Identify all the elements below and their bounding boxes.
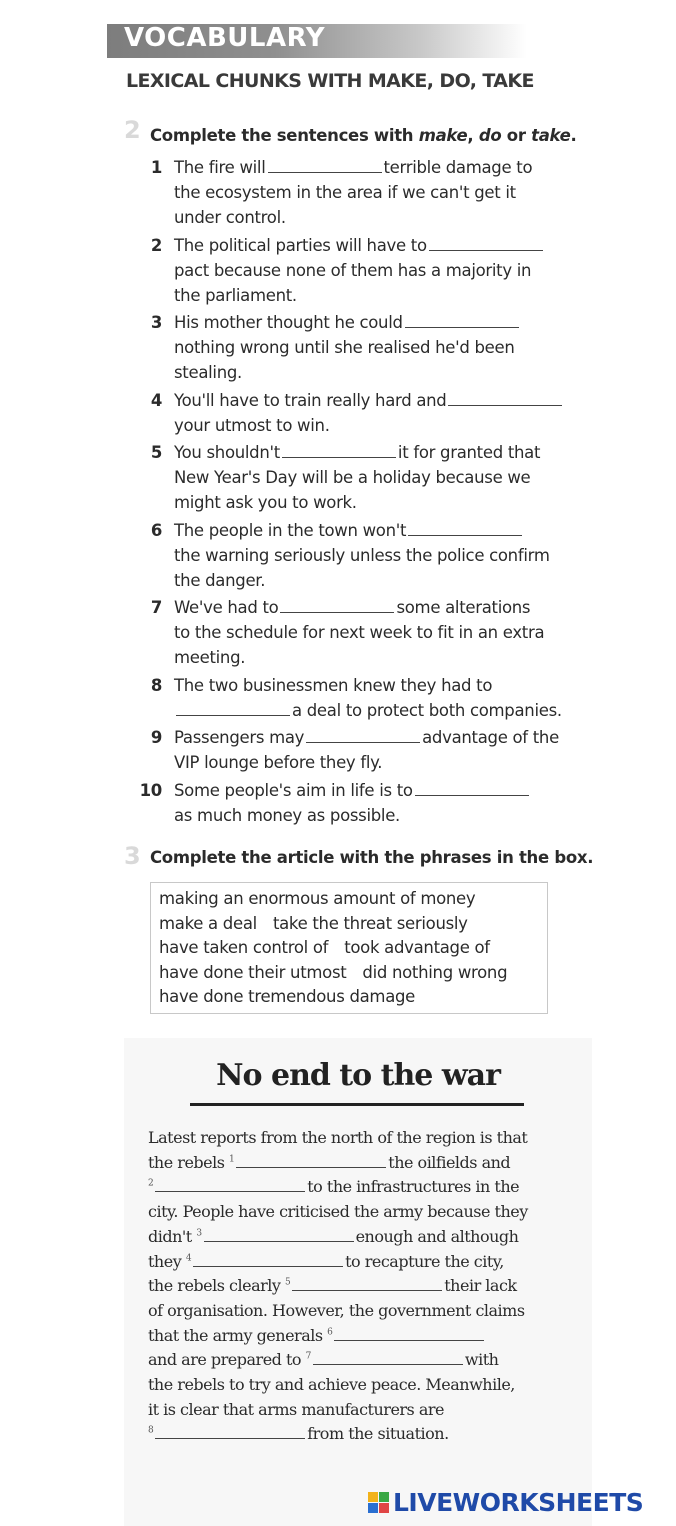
answer-blank[interactable] [408,524,522,536]
article-answer-blank[interactable] [334,1329,484,1341]
article-text: and are prepared to [148,1350,306,1370]
item-line [174,595,588,620]
phrase: take the threat seriously [272,913,468,933]
icon-square [368,1503,378,1513]
item-text: might ask you to work. [174,493,357,512]
phrase: making an enormous amount of money [159,889,476,908]
phrase: have done their utmost [159,962,347,982]
item-number: 4 [150,390,162,410]
article-text: Latest reports from the north of the region is that [148,1128,528,1147]
phrase-line [159,936,547,961]
item-text: some alterations [396,598,531,617]
item-line [174,490,588,515]
item-line [174,725,588,750]
article-line [148,1348,568,1373]
liveworksheets-logo [368,1484,643,1520]
item-text: a deal to protect both companies. [292,700,562,720]
phrase: make a deal [159,913,257,933]
exercise-item [138,388,588,438]
section-subtitle: LEXICAL CHUNKS WITH MAKE, DO, TAKE [126,70,534,92]
article-line [148,1422,568,1447]
item-number: 8 [150,675,162,695]
item-text: pact because none of them has a majority in [174,260,532,280]
item-text: Some people's aim in life is to [174,780,413,800]
exercise-number-3: 3 [124,842,141,870]
article-line [148,1126,568,1151]
item-text: advantage of the [422,728,559,747]
answer-blank[interactable] [280,601,394,613]
article-line [148,1299,568,1324]
phrase-line [159,912,547,937]
brand-text: LIVEWORKSHEETS [393,1487,644,1517]
item-line [174,645,588,670]
item-line [174,803,588,828]
phrase-line [159,961,547,986]
item-line [174,698,588,723]
article-answer-blank[interactable] [313,1353,463,1365]
article-line [148,1200,568,1225]
item-line [174,440,588,465]
answer-blank[interactable] [429,239,543,251]
gap-number: 4 [185,1253,192,1264]
exercise-number-2: 2 [124,116,141,144]
article-line [148,1398,568,1423]
section-title: VOCABULARY [124,23,326,53]
item-text: New Year's Day will be a holiday because we [174,468,531,487]
gap-number: 1 [229,1154,235,1165]
item-line [174,465,588,490]
article-body [148,1126,568,1447]
item-number: 5 [150,443,162,462]
article-text: they [148,1251,186,1271]
answer-blank[interactable] [415,784,529,796]
article-text: that the army generals [148,1325,328,1345]
icon-square [379,1503,389,1513]
item-text: the warning seriously unless the police confirm [174,545,550,565]
gap-number: 2 [148,1179,154,1190]
item-line [174,568,588,593]
item-text: it for granted that [397,443,541,462]
article-answer-blank[interactable] [236,1156,386,1168]
article-text: of organisation. However, the government claims [148,1300,525,1320]
answer-blank[interactable] [405,316,519,328]
gap-number: 3 [196,1228,202,1239]
item-number: 1 [150,158,162,177]
item-line [174,155,588,180]
article-text: to the infrastructures in the [307,1177,520,1197]
item-text: You'll have to train really hard and [174,390,447,410]
article-title: No end to the war [216,1058,500,1093]
gap-number: 8 [148,1426,154,1437]
phrase-line [159,887,547,912]
item-number: 2 [150,235,162,255]
item-line [174,518,588,543]
item-text: The two businessmen knew they had to [174,675,493,695]
icon-square [379,1492,389,1502]
answer-blank[interactable] [268,161,382,173]
article-line [148,1324,568,1349]
item-text: the ecosystem in the area if we can't get it [174,183,516,202]
exercise-item [138,725,588,775]
article-text: it is clear that arms manufacturers are [148,1399,445,1419]
answer-blank[interactable] [448,394,562,406]
article-text: city. People have criticised the army because they [148,1202,528,1222]
article-answer-blank[interactable] [155,1180,305,1192]
item-line [174,750,588,775]
article-text: enough and although [355,1226,519,1246]
item-text: nothing wrong until she realised he'd been [174,338,515,357]
article-text: to recapture the city, [345,1251,504,1271]
item-line [174,778,588,803]
exercise-item [138,310,588,385]
item-line [174,205,588,230]
article-answer-blank[interactable] [292,1279,442,1291]
item-line [174,388,588,413]
item-text: The people in the town won't [174,520,407,540]
item-number: 6 [150,520,162,540]
item-line [174,258,588,283]
gap-number: 5 [285,1277,291,1288]
item-text: His mother thought he could [174,313,403,332]
item-text: You shouldn't [174,443,280,462]
article-answer-blank[interactable] [193,1255,343,1267]
article-title-rule [190,1103,524,1106]
phrase: have taken control of [159,938,329,958]
article-text: the rebels [148,1152,230,1172]
item-line [174,620,588,645]
item-text: terrible damage to [383,158,533,177]
item-number: 9 [150,728,162,747]
exercise-2-items [138,155,588,828]
article-answer-blank[interactable] [204,1230,354,1242]
answer-blank[interactable] [306,731,420,743]
item-line [174,310,588,335]
gap-number: 6 [327,1327,333,1338]
phrase: have done tremendous damage [159,987,416,1007]
article-line [148,1225,568,1250]
item-text: the danger. [174,570,266,590]
item-line [174,360,588,385]
article-line [148,1274,568,1299]
item-text: your utmost to win. [174,415,330,435]
answer-blank[interactable] [282,446,396,458]
item-line [174,413,588,438]
exercise-item [138,233,588,308]
phrase-box [150,882,548,1014]
exercise-item [138,778,588,828]
exercise-item [138,518,588,593]
icon-square [368,1492,378,1502]
item-text: meeting. [174,648,246,667]
item-number: 7 [150,598,162,617]
item-text: stealing. [174,363,242,382]
item-number: 10 [139,780,162,800]
article-line [148,1175,568,1200]
liveworksheets-icon [368,1492,389,1513]
exercise-item [138,595,588,670]
item-text: The political parties will have to [174,235,427,255]
item-text: to the schedule for next week to fit in an extra [174,623,545,642]
article-answer-blank[interactable] [155,1427,305,1439]
item-number: 3 [150,313,162,332]
article-text: didn't [148,1226,197,1246]
item-line [174,180,588,205]
article-text: the rebels clearly [148,1276,286,1296]
item-text: VIP lounge before they fly. [174,753,383,772]
item-text: under control. [174,208,286,227]
article [124,1038,592,1526]
article-line [148,1250,568,1275]
exercise-item [138,440,588,515]
article-text: their lack [444,1276,517,1296]
gap-number: 7 [305,1352,311,1362]
article-text: the oilfields and [388,1152,511,1172]
item-line [174,233,588,258]
phrase-line [159,985,547,1010]
article-line [148,1373,568,1398]
phrase: did nothing wrong [362,962,508,982]
article-text: from the situation. [307,1424,449,1444]
item-text: The fire will [174,158,266,177]
exercise-item [138,155,588,230]
item-line [174,673,588,698]
exercise-2-instruction: Complete the sentences with make, do or take. [150,126,577,145]
item-text: We've had to [174,598,279,617]
item-text: Passengers may [174,728,305,747]
article-text: with [464,1350,499,1370]
phrase: took advantage of [344,938,490,958]
exercise-item [138,673,588,723]
item-text: as much money as possible. [174,805,400,825]
exercise-3-instruction: Complete the article with the phrases in the box. [150,848,594,867]
item-text: the parliament. [174,285,297,305]
item-line [174,283,588,308]
article-line [148,1151,568,1176]
item-line [174,335,588,360]
answer-blank[interactable] [176,704,290,716]
item-line [174,543,588,568]
article-text: the rebels to try and achieve peace. Meanwhile, [148,1375,515,1395]
